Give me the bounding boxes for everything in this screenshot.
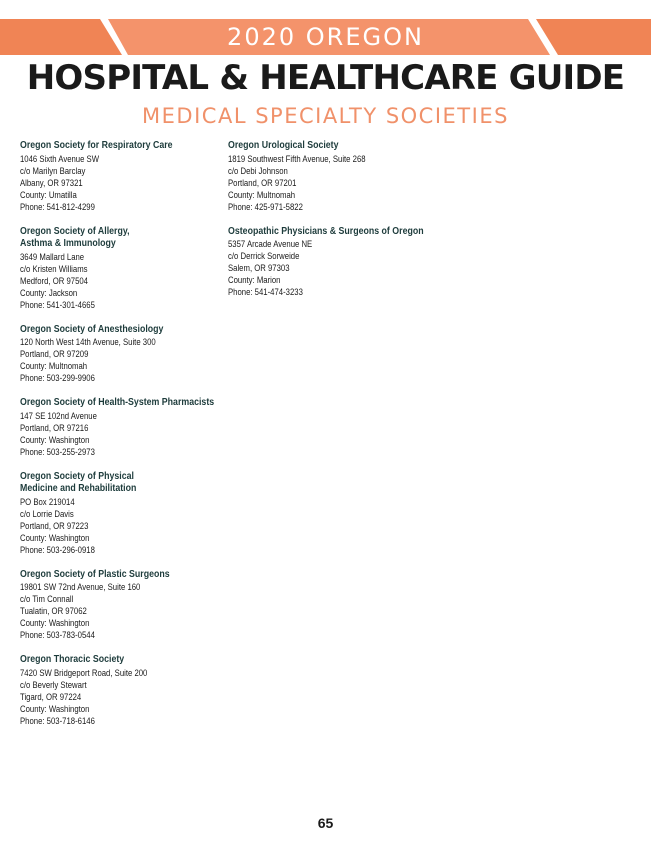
society-detail-line: County: Marion — [228, 275, 281, 285]
society-name: Oregon Urological Society — [228, 140, 339, 151]
society-detail-line: 120 North West 14th Avenue, Suite 300 — [20, 337, 156, 347]
society-detail-line: Phone: 503-783-0544 — [20, 630, 95, 640]
society-detail-line: Tualatin, OR 97062 — [20, 606, 87, 616]
society-entry — [228, 140, 468, 213]
society-name: Oregon Society of Physical — [20, 470, 134, 482]
society-detail-line: c/o Tim Connall — [20, 594, 74, 604]
society-detail-line: Phone: 503-299-9906 — [20, 373, 95, 383]
society-name: Oregon Society of Plastic Surgeons — [20, 568, 170, 580]
society-detail-line: County: Washington — [20, 434, 90, 445]
society-detail-line: Medford, OR 97504 — [20, 275, 88, 286]
society-detail-line: Phone: 541-301-4665 — [20, 299, 95, 310]
society-detail-line: c/o Kristen Williams — [20, 263, 88, 274]
society-detail-line: County: Jackson — [20, 287, 78, 298]
society-detail-line: County: Washington — [20, 703, 90, 714]
society-detail-line: c/o Marilyn Barclay — [20, 165, 86, 176]
society-detail-line: 19801 SW 72nd Avenue, Suite 160 — [20, 582, 141, 592]
society-detail-line: Phone: 503-255-2973 — [20, 446, 95, 457]
society-detail-line: Phone: 541-812-4299 — [20, 201, 95, 212]
society-entry — [20, 226, 225, 311]
society-detail-line: 5357 Arcade Avenue NE — [228, 239, 313, 249]
page-title: HOSPITAL & HEALTHCARE GUIDE — [26, 58, 625, 98]
society-detail-line: Salem, OR 97303 — [228, 263, 290, 273]
society-detail-line: Albany, OR 97321 — [20, 177, 83, 188]
society-detail-line: Phone: 425-971-5822 — [228, 201, 303, 212]
society-detail-line: c/o Derrick Sorweide — [228, 251, 300, 261]
society-entry — [20, 397, 225, 458]
banner-title: 2020 OREGON — [227, 23, 424, 51]
society-detail-line: Portland, OR 97201 — [228, 177, 297, 188]
society-name: Medicine and Rehabilitation — [20, 483, 137, 494]
society-detail-line: PO Box 219014 — [20, 496, 75, 507]
society-name: Oregon Thoracic Society — [20, 654, 125, 665]
society-detail-line: Portland, OR 97216 — [20, 422, 89, 433]
society-detail-line: 1819 Southwest Fifth Avenue, Suite 268 — [228, 153, 366, 164]
society-detail-line: c/o Lorrie Davis — [20, 508, 74, 519]
society-detail-line: Portland, OR 97209 — [20, 349, 89, 359]
society-name: Osteopathic Physicians & Surgeons of Oregon — [228, 225, 424, 237]
society-detail-line: Tigard, OR 97224 — [20, 691, 82, 702]
society-detail-line: 147 SE 102nd Avenue — [20, 410, 97, 421]
society-entry — [20, 471, 225, 556]
society-detail-line: County: Multnomah — [228, 189, 296, 200]
section-title: MEDICAL SPECIALTY SOCIETIES — [142, 104, 509, 128]
page-number: 65 — [317, 815, 334, 831]
society-name: Oregon Society for Respiratory Care — [20, 140, 173, 151]
society-detail-line: County: Umatilla — [20, 189, 77, 200]
society-entry — [20, 140, 225, 213]
society-name: Oregon Society of Anesthesiology — [20, 323, 164, 335]
society-detail-line: 7420 SW Bridgeport Road, Suite 200 — [20, 667, 148, 678]
society-detail-line: Portland, OR 97223 — [20, 520, 89, 531]
society-detail-line: Phone: 541-474-3233 — [228, 287, 303, 297]
society-entry — [228, 226, 468, 299]
society-detail-line: c/o Beverly Stewart — [20, 679, 87, 690]
society-name: Oregon Society of Health-System Pharmacists — [20, 397, 215, 408]
society-detail-line: 3649 Mallard Lane — [20, 251, 85, 262]
society-detail-line: Phone: 503-718-6146 — [20, 715, 95, 726]
society-detail-line: c/o Debi Johnson — [228, 165, 288, 176]
society-detail-line: County: Washington — [20, 618, 90, 628]
left-column — [20, 140, 225, 740]
society-detail-line: County: Washington — [20, 532, 90, 543]
society-name: Asthma & Immunology — [20, 238, 116, 249]
right-column — [228, 140, 468, 311]
society-detail-line: 1046 Sixth Avenue SW — [20, 153, 100, 164]
society-name: Oregon Society of Allergy, — [20, 225, 130, 237]
society-detail-line: County: Multnomah — [20, 361, 88, 371]
society-entry — [20, 569, 225, 642]
society-detail-line: Phone: 503-296-0918 — [20, 544, 95, 555]
header-banner — [0, 19, 651, 55]
society-entry — [20, 324, 225, 385]
society-entry — [20, 654, 225, 727]
